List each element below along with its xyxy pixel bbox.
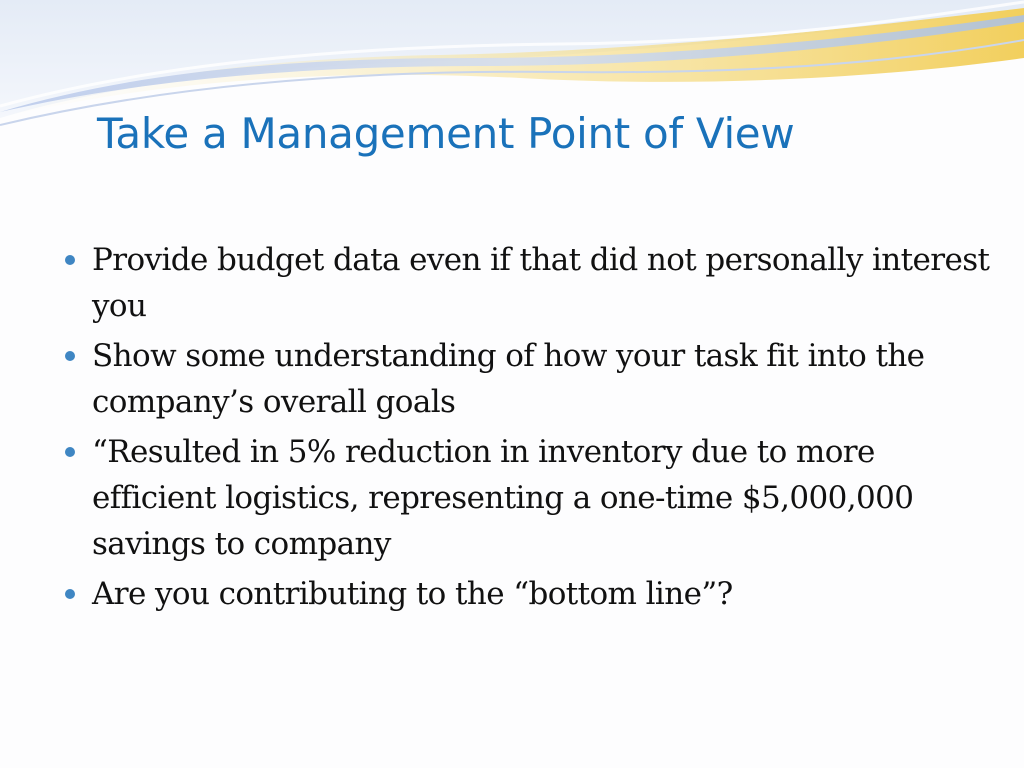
bullet-item — [62, 571, 992, 617]
bullet-text: Show some understanding of how your task fit into the company’s overall goals — [92, 338, 925, 420]
bullet-list — [62, 237, 992, 621]
bullet-dot-icon — [65, 447, 75, 457]
bullet-item — [62, 237, 992, 329]
bullet-dot-icon — [65, 255, 75, 265]
slide-title: Take a Management Point of View — [97, 109, 795, 158]
bullet-item — [62, 429, 992, 567]
bullet-item — [62, 333, 992, 425]
bullet-text: Provide budget data even if that did not personally interest you — [92, 242, 990, 324]
bullet-text: Are you contributing to the “bottom line”? — [92, 576, 733, 612]
bullet-dot-icon — [65, 351, 75, 361]
bullet-text: “Resulted in 5% reduction in inventory due to more efficient logistics, representing a one-time $5,000,000 savings to company — [92, 434, 914, 562]
bullet-dot-icon — [65, 589, 75, 599]
